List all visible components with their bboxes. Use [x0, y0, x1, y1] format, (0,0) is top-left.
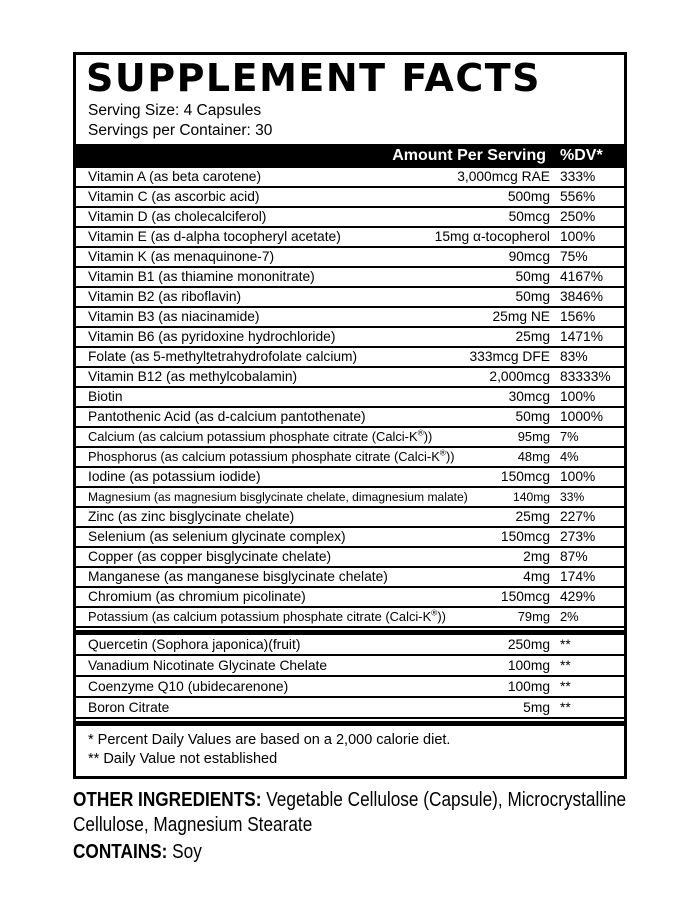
ingredient-row [76, 508, 624, 528]
ingredient-name: Vitamin B6 (as pyridoxine hydrochloride) [88, 329, 336, 345]
registered-trademark: ® [417, 429, 424, 439]
ingredient-amount: 2mg [523, 549, 550, 565]
below-panel-text [73, 787, 633, 864]
ingredient-name: Vitamin K (as menaquinone-7) [88, 249, 275, 265]
ingredient-amount: 95mg [517, 429, 550, 445]
footnote-daily-value: * Percent Daily Values are based on a 2,000 calorie diet. [88, 731, 451, 748]
ingredient-dv: 156% [560, 309, 596, 325]
ingredient-row [76, 328, 624, 348]
ingredient-dv: 33% [560, 489, 585, 504]
ingredient-amount: 333mcg DFE [469, 349, 550, 365]
ingredient-amount: 2,000mcg [489, 369, 550, 385]
other-ingredients-line [73, 787, 629, 837]
ingredient-name: Chromium (as chromium picolinate) [88, 589, 306, 605]
column-header-bar [76, 144, 624, 168]
ingredient-row [76, 468, 624, 488]
ingredient-dv: 75% [560, 249, 588, 265]
ingredient-dv: 100% [560, 229, 596, 245]
ingredient-dv: 1471% [560, 329, 603, 345]
ingredient-name: Boron Citrate [88, 699, 170, 715]
ingredient-dv: 87% [560, 549, 588, 565]
ingredient-row [76, 528, 624, 548]
ingredient-amount: 15mg α-tocopherol [434, 229, 550, 245]
ingredient-name: Biotin [88, 389, 123, 405]
ingredient-amount: 100mg [507, 678, 550, 694]
ingredient-name: Vitamin D (as cholecalciferol) [88, 209, 267, 225]
amount-column-header: Amount Per Serving [392, 146, 546, 164]
ingredient-name: Iodine (as potassium iodide) [88, 469, 261, 485]
ingredient-row [76, 635, 624, 656]
ingredient-amount: 25mg [515, 329, 550, 345]
ingredient-name: Vitamin B2 (as riboflavin) [88, 289, 242, 305]
ingredient-dv: 250% [560, 209, 596, 225]
nutrient-rows-section [76, 168, 624, 628]
ingredient-row [76, 288, 624, 308]
ingredient-name: Vitamin C (as ascorbic acid) [88, 189, 260, 205]
ingredient-amount: 50mg [515, 409, 550, 425]
ingredient-row [76, 188, 624, 208]
ingredient-amount: 48mg [517, 449, 550, 465]
ingredient-row [76, 548, 624, 568]
ingredient-row [76, 408, 624, 428]
ingredient-row [76, 308, 624, 328]
ingredient-row [76, 698, 624, 719]
ingredient-row [76, 488, 624, 508]
ingredient-amount: 25mg NE [492, 309, 550, 325]
ingredient-dv: ** [560, 678, 571, 694]
ingredient-name: Vitamin B12 (as methylcobalamin) [88, 369, 298, 385]
ingredient-amount: 3,000mcg RAE [457, 169, 550, 185]
ingredient-name: Zinc (as zinc bisglycinate chelate) [88, 509, 295, 525]
ingredient-name: Pantothenic Acid (as d-calcium pantothenate) [88, 409, 366, 425]
ingredient-amount: 50mg [515, 269, 550, 285]
ingredient-row [76, 228, 624, 248]
ingredient-dv: ** [560, 699, 571, 715]
other-ingredients-text: Vegetable Cellulose (Capsule), Microcrystalline Cellulose, Magnesium Stearate [73, 788, 627, 836]
ingredient-row [76, 588, 624, 608]
ingredient-dv: ** [560, 657, 571, 673]
ingredient-amount: 4mg [523, 569, 550, 585]
ingredient-dv: 83333% [560, 369, 611, 385]
ingredient-name: Coenzyme Q10 (ubidecarenone) [88, 678, 289, 694]
ingredient-dv: 227% [560, 509, 596, 525]
botanical-rows-section [76, 635, 624, 719]
ingredient-dv: 174% [560, 569, 596, 585]
ingredient-dv: 4167% [560, 269, 603, 285]
ingredient-row [76, 656, 624, 677]
ingredient-row [76, 388, 624, 408]
ingredient-row [76, 368, 624, 388]
ingredient-name: Calcium (as calcium potassium phosphate citrate (Calci-K®)) [88, 429, 433, 445]
ingredient-amount: 250mg [507, 636, 550, 652]
ingredient-dv: 4% [560, 449, 579, 465]
ingredient-row [76, 448, 624, 468]
ingredient-amount: 100mg [507, 657, 550, 673]
ingredient-amount: 30mcg [508, 389, 550, 405]
ingredient-dv: ** [560, 636, 571, 652]
ingredient-dv: 556% [560, 189, 596, 205]
ingredient-dv: 7% [560, 429, 579, 445]
ingredient-dv: 100% [560, 469, 596, 485]
ingredient-name: Phosphorus (as calcium potassium phosphate citrate (Calci-K®)) [88, 449, 455, 465]
ingredient-amount: 150mcg [500, 469, 550, 485]
ingredient-amount: 90mcg [508, 249, 550, 265]
ingredient-amount: 5mg [523, 699, 550, 715]
ingredient-dv: 333% [560, 169, 596, 185]
panel-title: SUPPLEMENT FACTS [86, 56, 542, 100]
ingredient-row [76, 168, 624, 188]
ingredient-row [76, 348, 624, 368]
ingredient-name: Manganese (as manganese bisglycinate chelate) [88, 569, 388, 585]
ingredient-row [76, 428, 624, 448]
ingredient-amount: 150mcg [500, 529, 550, 545]
ingredient-dv: 2% [560, 609, 579, 625]
ingredient-amount: 50mg [515, 289, 550, 305]
contains-text: Soy [172, 840, 202, 863]
ingredient-name: Vitamin A (as beta carotene) [88, 169, 262, 185]
ingredient-amount: 140mg [513, 489, 550, 504]
ingredient-name: Quercetin (Sophora japonica)(fruit) [88, 636, 301, 652]
other-ingredients-label: OTHER INGREDIENTS: [73, 788, 262, 811]
servings-per-container: Servings per Container: 30 [88, 121, 273, 139]
ingredient-amount: 500mg [507, 189, 550, 205]
footnotes [76, 726, 624, 776]
dv-column-header: %DV* [560, 146, 603, 164]
ingredient-row [76, 608, 624, 628]
ingredient-dv: 1000% [560, 409, 603, 425]
registered-trademark: ® [431, 609, 438, 619]
ingredient-amount: 150mcg [500, 589, 550, 605]
footnote-not-established: ** Daily Value not established [88, 750, 278, 767]
ingredient-name: Selenium (as selenium glycinate complex) [88, 529, 346, 545]
ingredient-dv: 100% [560, 389, 596, 405]
ingredient-name: Vitamin B1 (as thiamine mononitrate) [88, 269, 315, 285]
ingredient-name: Vanadium Nicotinate Glycinate Chelate [88, 657, 328, 673]
ingredient-dv: 83% [560, 349, 588, 365]
ingredient-name: Folate (as 5-methyltetrahydrofolate calcium) [88, 349, 358, 365]
ingredient-amount: 79mg [517, 609, 550, 625]
ingredient-dv: 273% [560, 529, 596, 545]
ingredient-row [76, 268, 624, 288]
ingredient-name: Vitamin E (as d-alpha tocopheryl acetate) [88, 229, 341, 245]
ingredient-row [76, 208, 624, 228]
contains-line [73, 839, 629, 864]
ingredient-amount: 50mcg [508, 209, 550, 225]
contains-label: CONTAINS: [73, 840, 168, 863]
ingredient-name: Potassium (as calcium potassium phosphate citrate (Calci-K®)) [88, 609, 446, 625]
ingredient-name: Magnesium (as magnesium bisglycinate chelate, dimagnesium malate) [88, 489, 468, 504]
registered-trademark: ® [439, 449, 446, 459]
ingredient-dv: 3846% [560, 289, 603, 305]
ingredient-row [76, 248, 624, 268]
serving-size: Serving Size: 4 Capsules [88, 101, 262, 119]
supplement-facts-panel [73, 52, 627, 779]
ingredient-dv: 429% [560, 589, 596, 605]
ingredient-amount: 25mg [515, 509, 550, 525]
ingredient-row [76, 568, 624, 588]
ingredient-name: Copper (as copper bisglycinate chelate) [88, 549, 332, 565]
ingredient-name: Vitamin B3 (as niacinamide) [88, 309, 260, 325]
ingredient-row [76, 677, 624, 698]
